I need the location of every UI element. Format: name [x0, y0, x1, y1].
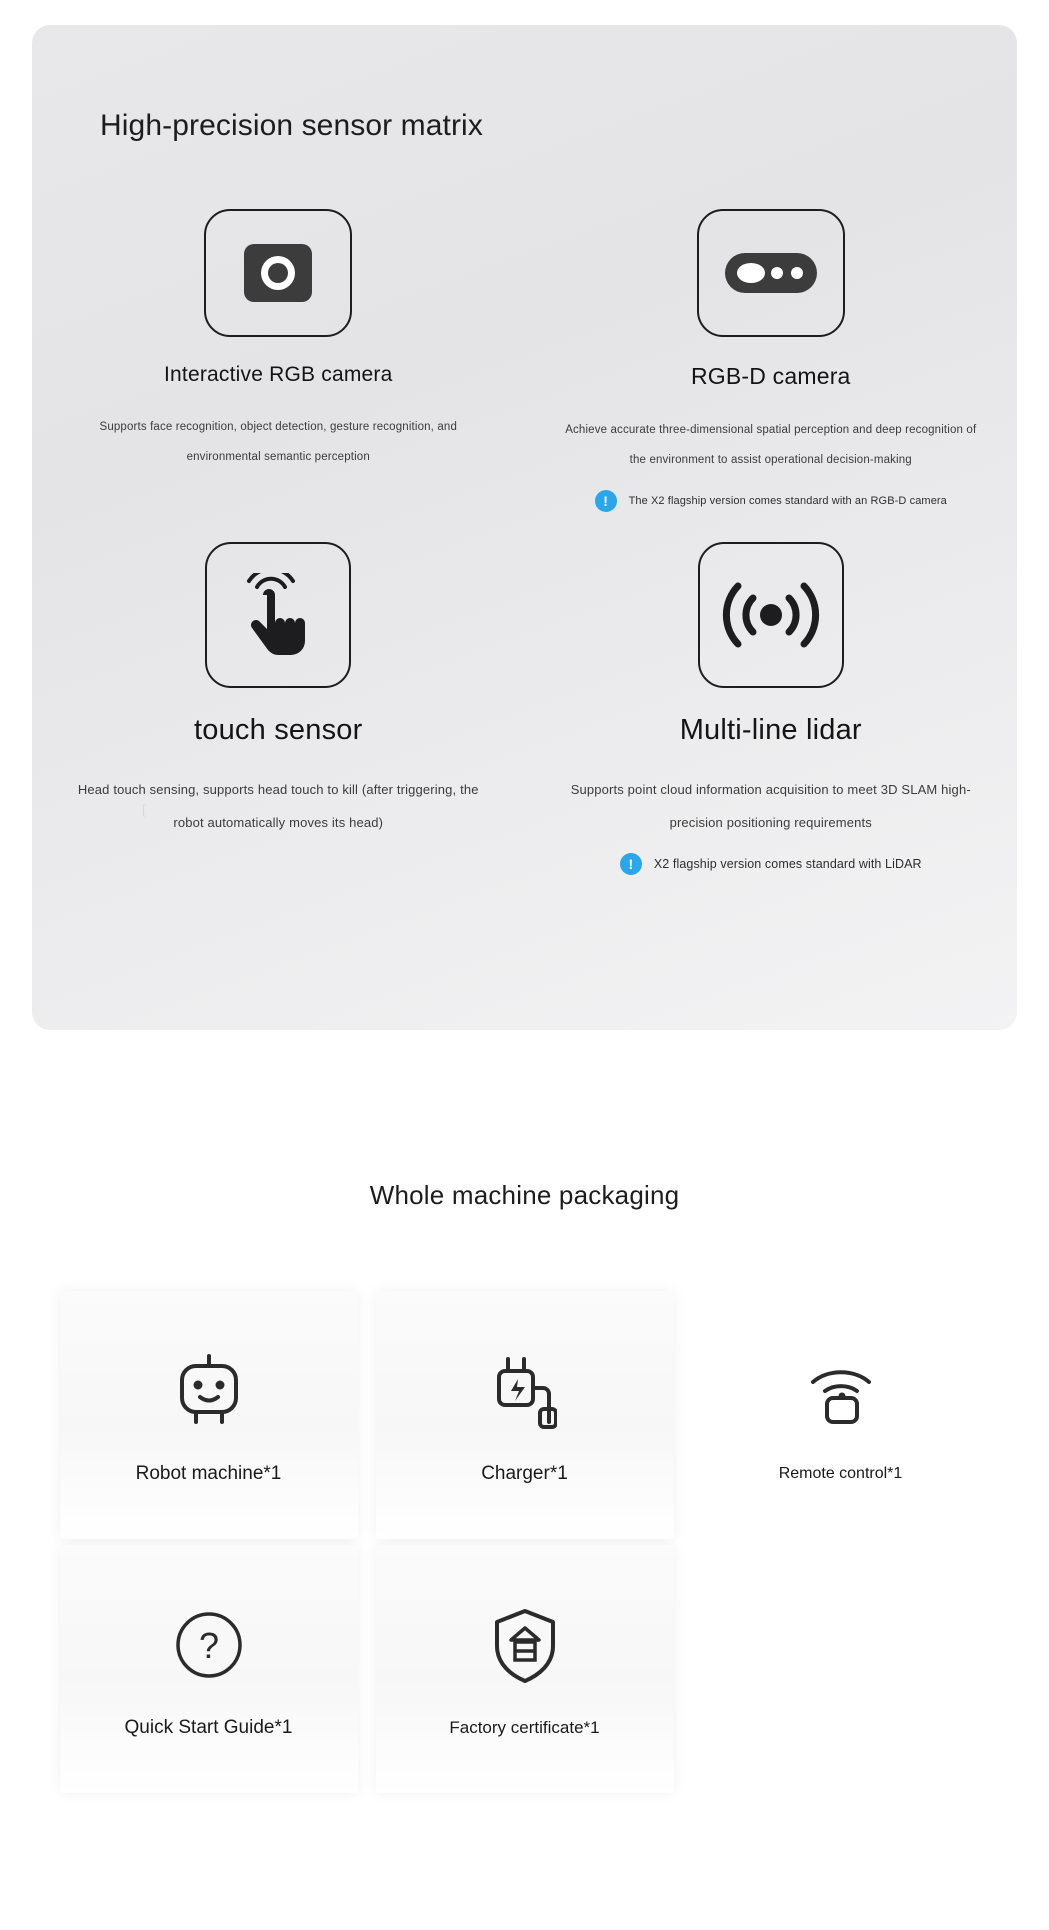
info-badge-icon: ! — [595, 490, 617, 512]
page-title: High-precision sensor matrix — [100, 109, 483, 142]
sensor-item-touch-sensor — [32, 512, 525, 875]
stray-bracket: [ — [142, 802, 146, 818]
package-item-robot — [60, 1291, 358, 1539]
package-item-quick-start-guide — [60, 1545, 358, 1793]
shield-certificate-icon — [493, 1600, 557, 1692]
packaging-section — [0, 1180, 1049, 1793]
sensor-note — [565, 853, 978, 875]
product-detail-page — [0, 25, 1049, 1793]
robot-head-icon — [176, 1345, 242, 1437]
sensor-name: Interactive RGB camera — [164, 363, 393, 386]
sensor-description: Supports face recognition, object detection, gesture recognition, and environmental semantic perception — [99, 421, 457, 463]
sensor-description: Head touch sensing, supports head touch to kill (after triggering, the robot automatically moves its head) — [77, 781, 479, 830]
sensor-name: touch sensor — [194, 713, 363, 746]
packaging-title: Whole machine packaging — [369, 1180, 680, 1210]
packaging-grid — [60, 1291, 990, 1793]
lidar-wave-icon — [698, 542, 844, 688]
sensor-name: RGB-D camera — [690, 363, 851, 389]
touch-hand-icon — [205, 542, 351, 688]
rgbd-camera-icon — [697, 209, 845, 337]
sensor-item-lidar — [525, 512, 1018, 875]
package-item-label: Quick Start Guide*1 — [124, 1717, 293, 1738]
sensor-note-text: X2 flagship version comes standard with LiDAR — [653, 857, 922, 872]
sensor-note-text: The X2 flagship version comes standard with an RGB-D camera — [628, 494, 947, 507]
package-grid-empty-slot — [692, 1545, 990, 1793]
svg-text:?: ? — [198, 1625, 219, 1666]
sensor-matrix-panel — [32, 25, 1017, 1030]
info-badge-icon: ! — [620, 853, 642, 875]
sensor-grid — [32, 199, 1017, 875]
package-item-label: Factory certificate*1 — [449, 1718, 600, 1737]
sensor-item-rgb-camera — [32, 199, 525, 512]
question-mark-icon — [175, 1599, 243, 1691]
remote-control-icon — [805, 1347, 877, 1439]
package-item-label: Remote control*1 — [778, 1465, 903, 1482]
sensor-description: Achieve accurate three-dimensional spatial perception and deep recognition of the environment to assist operational decision-making — [565, 424, 977, 466]
sensor-description: Supports point cloud information acquisition to meet 3D SLAM high-precision positioning requirements — [570, 781, 971, 830]
package-item-factory-certificate — [376, 1545, 674, 1793]
package-item-charger — [376, 1291, 674, 1539]
package-item-label: Charger*1 — [481, 1463, 568, 1484]
sensor-item-rgbd-camera — [525, 199, 1018, 512]
sensor-note — [565, 490, 978, 512]
package-item-remote — [692, 1291, 990, 1539]
charger-plug-icon — [493, 1345, 557, 1437]
package-item-label: Robot machine*1 — [135, 1463, 282, 1484]
rgb-camera-icon — [204, 209, 352, 337]
sensor-name: Multi-line lidar — [679, 713, 862, 746]
